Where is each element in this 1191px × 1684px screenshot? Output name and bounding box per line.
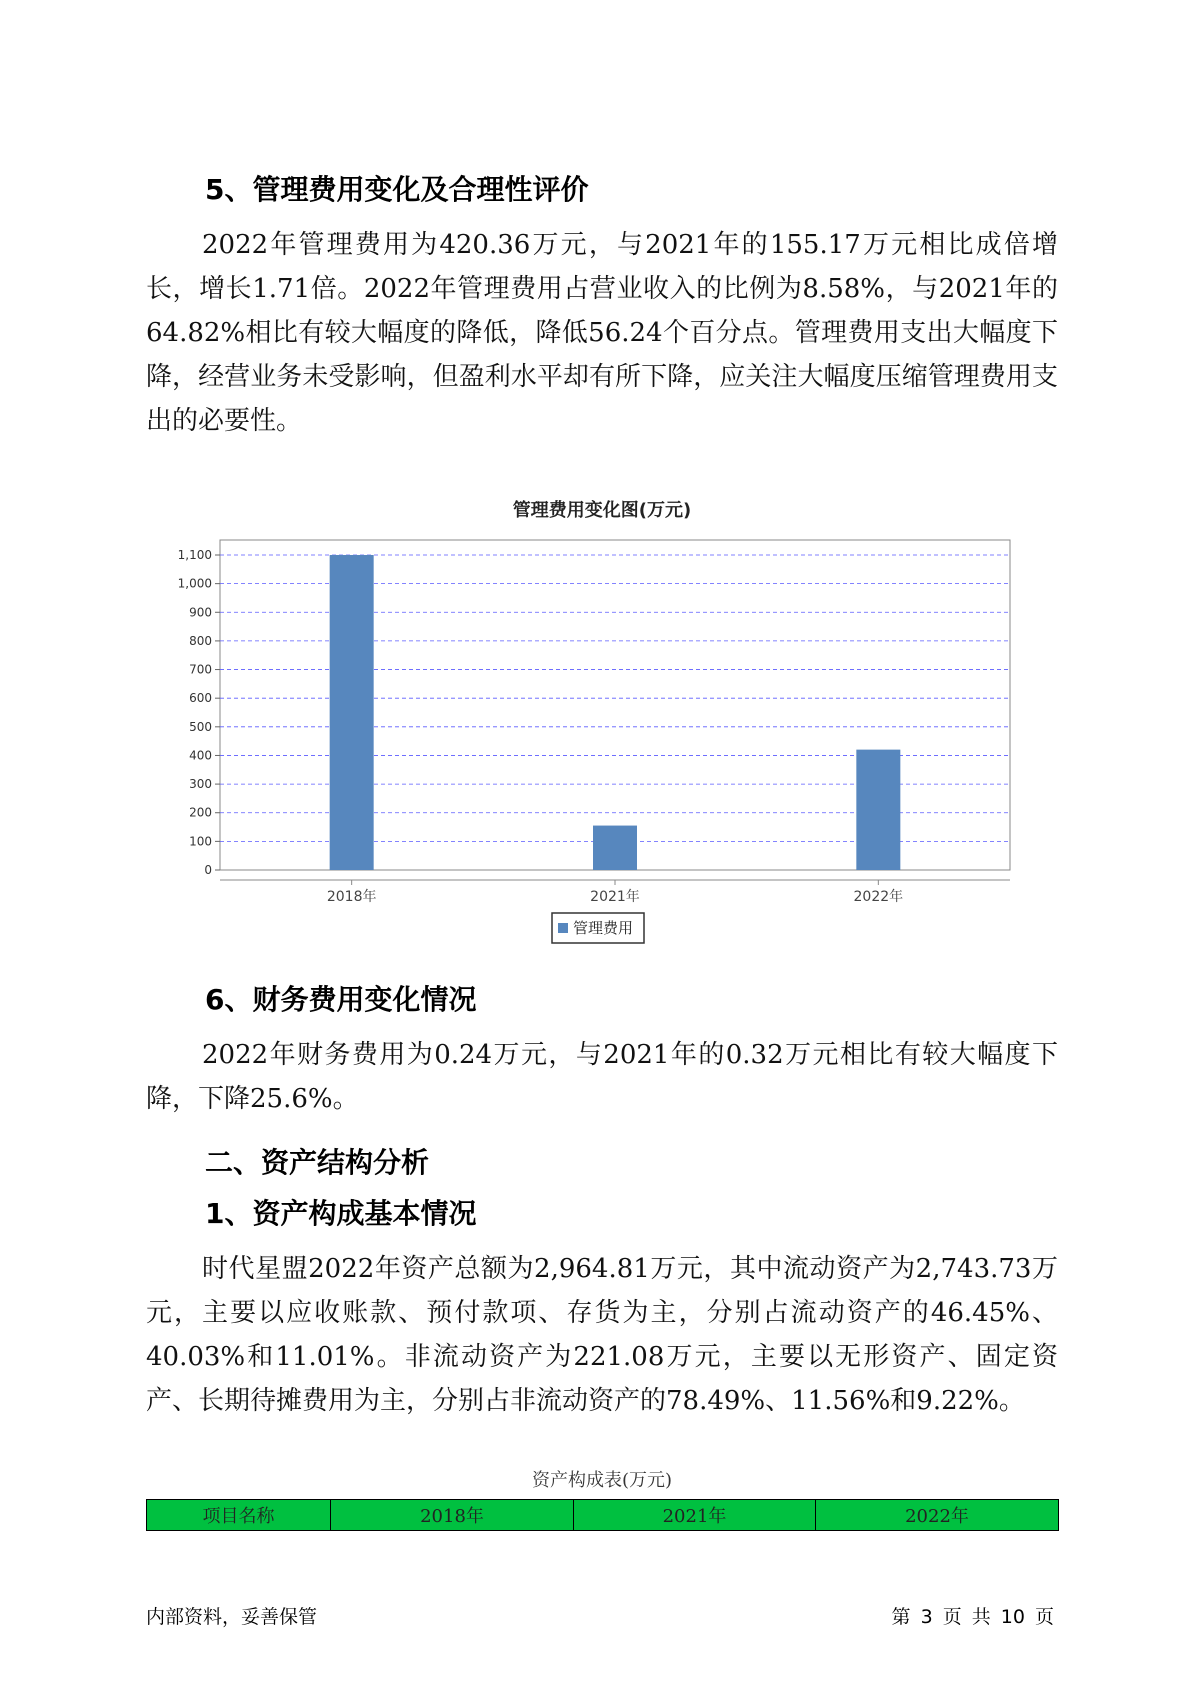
- table-title: 资产构成表(万元): [531, 1470, 673, 1491]
- table-header-2022: 2022年: [816, 1500, 1059, 1531]
- bar: [593, 826, 637, 870]
- section-heading-asset-structure: 二、资产结构分析: [205, 1146, 430, 1179]
- y-tick-label: 700: [189, 662, 212, 677]
- paragraph-finance-expense: 2022年财务费用为0.24万元，与2021年的0.32万元相比有较大幅度下降，下降25.6%。: [146, 1040, 1058, 1114]
- paragraph-admin-expense: 2022年管理费用为420.36万元，与2021年的155.17万元相比成倍增长，增长1.71倍。2022年管理费用占营业收入的比例为8.58%，与2021年的64.82%相比有较大幅度的降低，降低56.24个百分点。管理费用支出大幅度下降，经营业务未受影响，但盈利水平却有所下降，应关注大幅度压缩管理费用支出的必要性。: [146, 230, 1058, 436]
- sub-heading-asset-composition: 1、资产构成基本情况: [205, 1197, 477, 1230]
- bar: [330, 555, 374, 870]
- x-tick-label: 2022年: [853, 889, 904, 905]
- legend-label: 管理费用: [573, 919, 634, 937]
- footer-note: 内部资料，妥善保管: [146, 1606, 318, 1628]
- y-tick-label: 0: [204, 863, 212, 877]
- y-tick-label: 800: [189, 633, 212, 648]
- asset-composition-table: [146, 1499, 1059, 1531]
- table-header-item-name: 项目名称: [147, 1500, 331, 1531]
- paragraph-asset-composition: 时代星盟2022年资产总额为2,964.81万元，其中流动资产为2,743.73万元，主要以应收账款、预付款项、存货为主，分别占流动资产的46.45%、40.03%和11.01%。非流动资产为221.08万元，主要以无形资产、固定资产、长期待摊费用为主，分别占非流动资产的78.49%、11.56%和9.22%。: [146, 1254, 1058, 1416]
- y-tick-label: 400: [189, 748, 212, 763]
- y-tick-label: 200: [189, 805, 212, 820]
- table-header-row: [147, 1500, 1059, 1531]
- section-heading-admin-expense: 5、管理费用变化及合理性评价: [205, 173, 589, 206]
- legend-swatch: [558, 923, 568, 933]
- x-tick-label: 2021年: [590, 889, 640, 905]
- y-tick-label: 500: [189, 719, 212, 734]
- table-header-2018: 2018年: [331, 1500, 574, 1531]
- x-tick-label: 2018年: [326, 889, 377, 905]
- y-tick-label: 900: [189, 605, 212, 620]
- page-number: 第 3 页 共 10 页: [891, 1606, 1054, 1628]
- y-tick-label: 1,000: [177, 576, 212, 591]
- bar: [856, 750, 900, 870]
- y-tick-label: 1,100: [177, 548, 212, 562]
- y-tick-label: 600: [189, 691, 212, 706]
- y-tick-label: 300: [189, 777, 212, 792]
- section-heading-finance-expense: 6、财务费用变化情况: [205, 983, 477, 1016]
- table-header-2021: 2021年: [574, 1500, 816, 1531]
- y-tick-label: 100: [189, 834, 212, 849]
- chart-title: 管理费用变化图(万元): [512, 500, 692, 521]
